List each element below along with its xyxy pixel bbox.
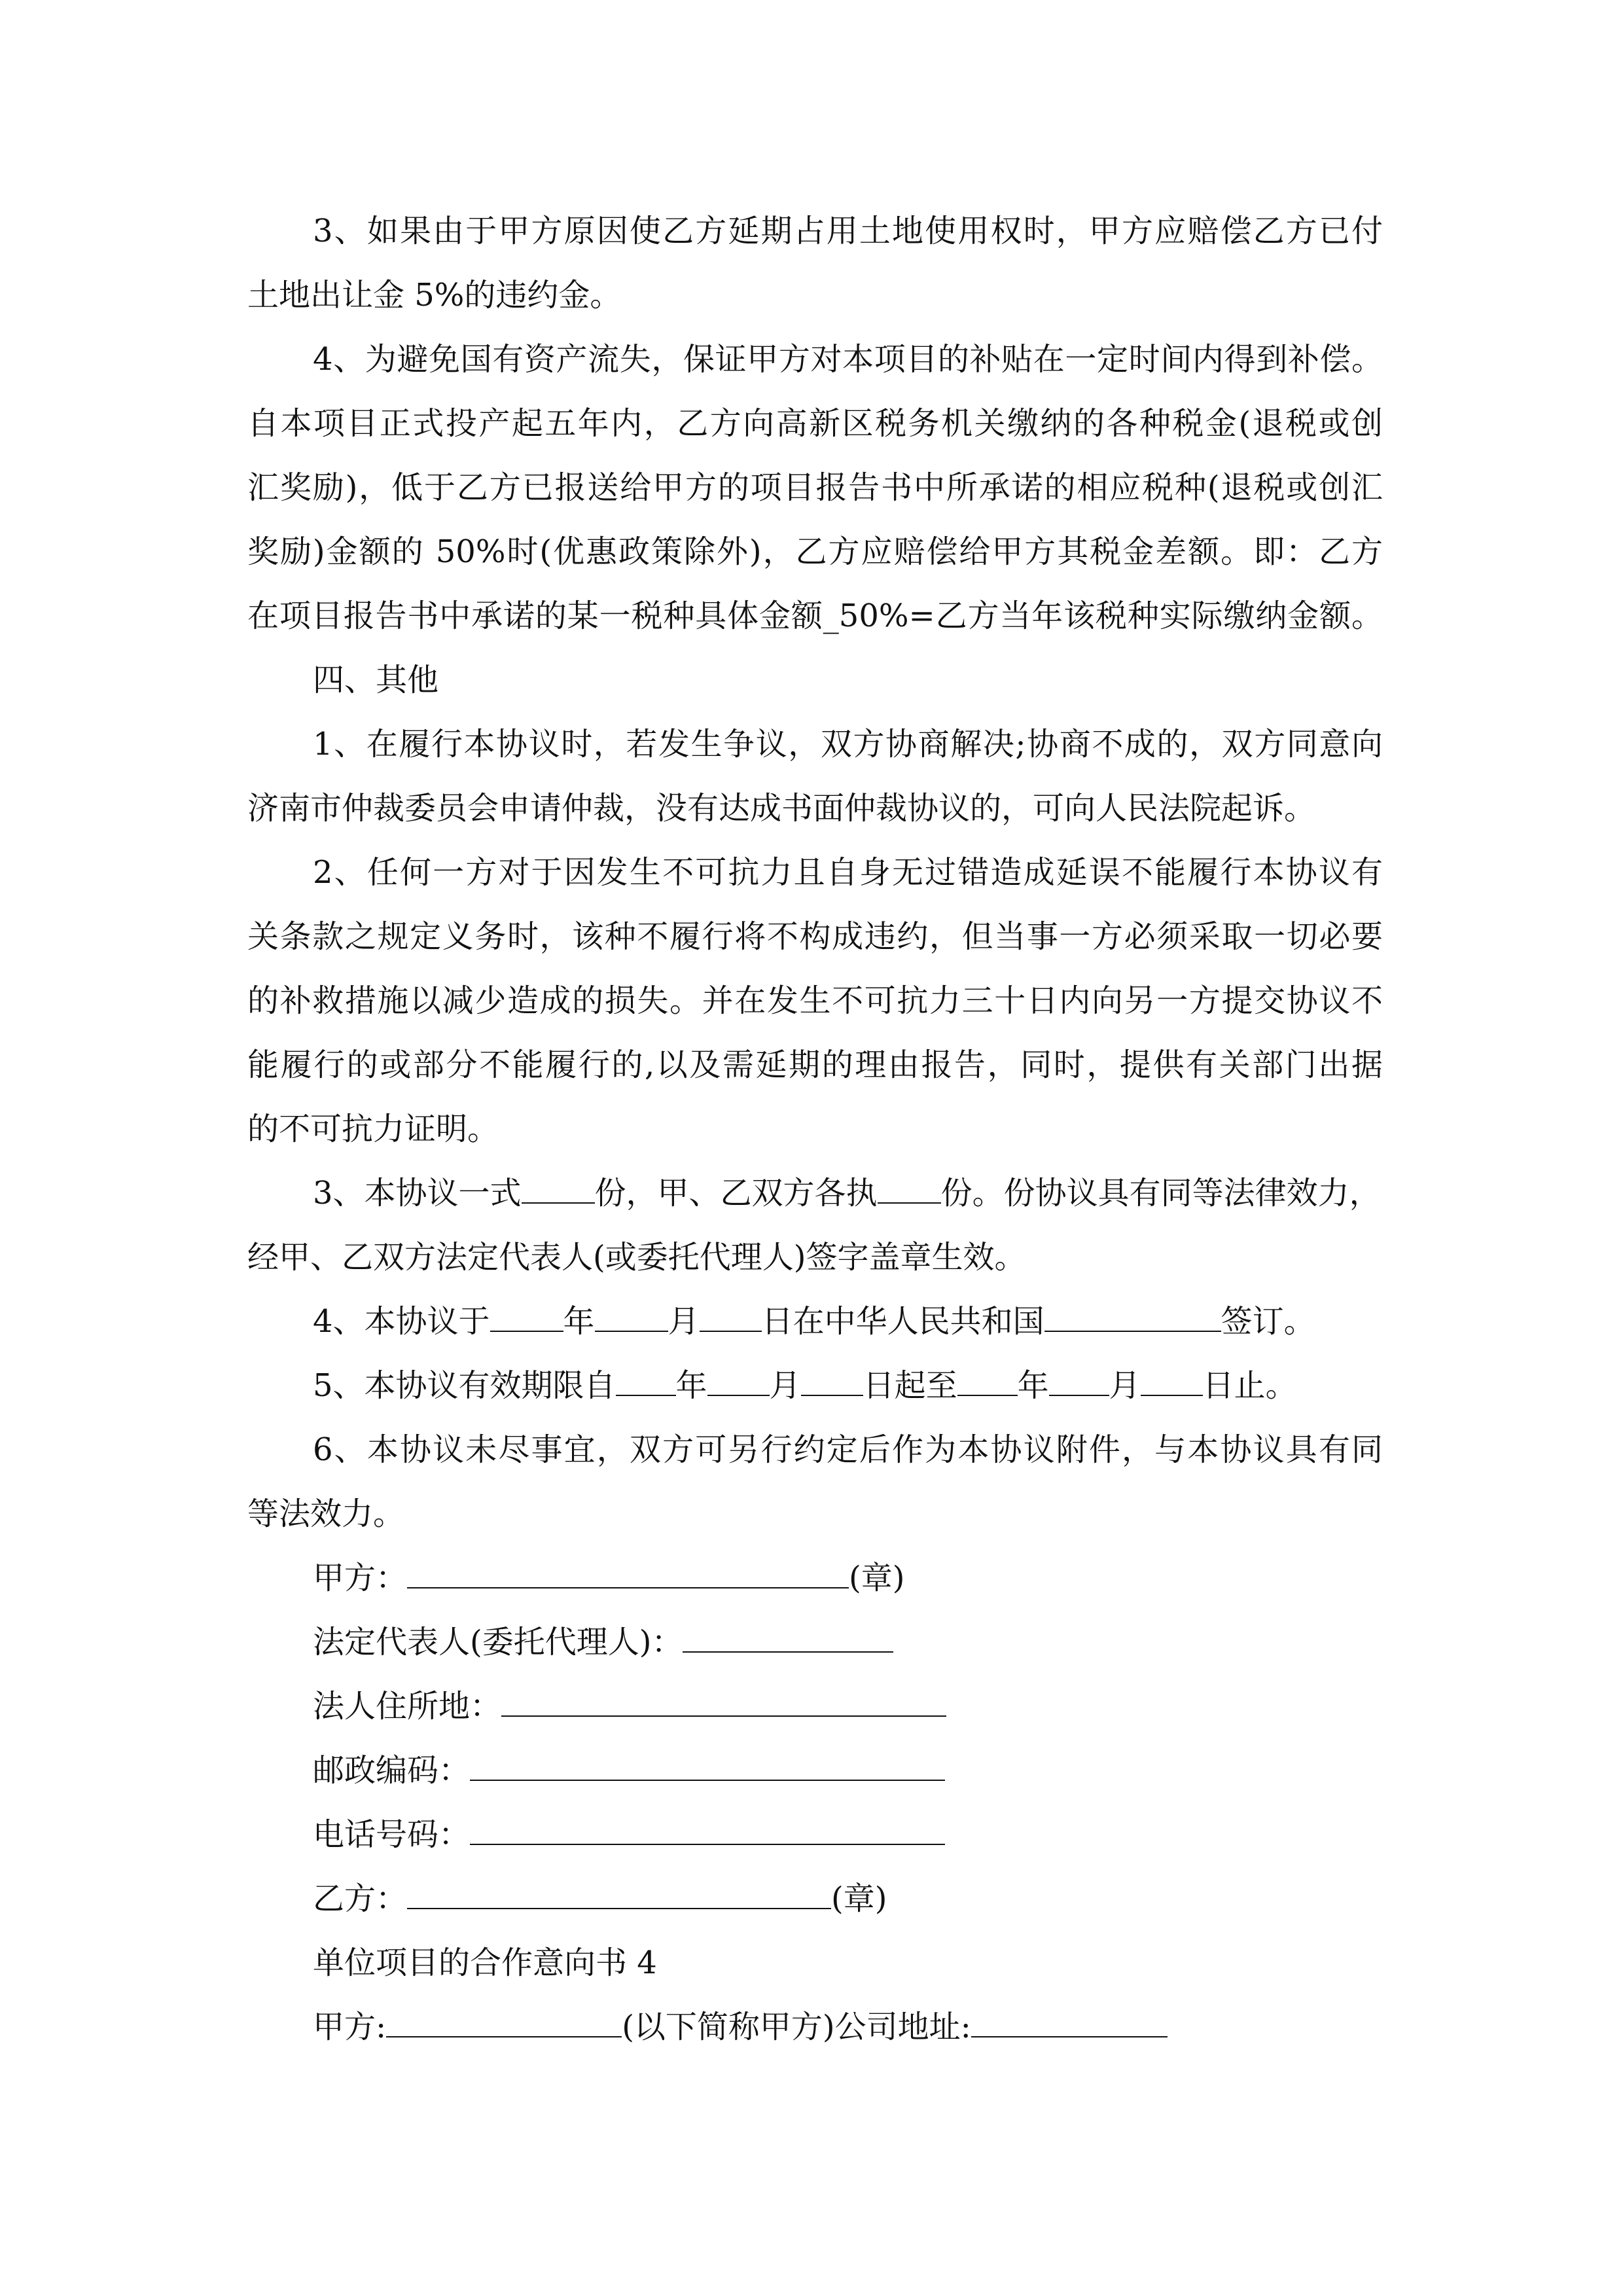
text-segment: 电话号码： <box>313 1816 471 1853</box>
text-segment: (章) <box>849 1560 905 1596</box>
fill-in-blank[interactable] <box>683 1625 893 1653</box>
fill-in-blank[interactable] <box>501 1689 946 1717</box>
text-segment: 四、其他 <box>313 662 439 698</box>
text-line <box>247 1995 1383 2059</box>
text-line <box>247 391 1383 456</box>
text-segment: 单位项目的合作意向书 4 <box>313 1945 657 1981</box>
text-segment: 经甲、乙双方法定代表人(或委托代理人)签字盖章生效。 <box>247 1239 1026 1276</box>
text-segment: 份，甲、乙双方各执 <box>594 1175 878 1211</box>
text-segment: 土地出让金 5%的违约金。 <box>247 277 622 314</box>
text-segment: 2、任何一方对于因发生不可抗力且自身无过错造成延误不能履行本协议有 <box>313 854 1383 891</box>
text-segment: 5、本协议有效期限自 <box>313 1367 616 1404</box>
text-segment: 份。份协议具有同等法律效力， <box>940 1175 1381 1211</box>
text-segment: 自本项目正式投产起五年内，乙方向高新区税务机关缴纳的各种税金(退税或创 <box>247 405 1383 442</box>
text-line <box>247 1097 1383 1161</box>
text-segment: (章) <box>831 1880 887 1917</box>
text-line <box>247 648 1383 712</box>
text-line <box>247 1803 1383 1867</box>
text-segment: 法人住所地： <box>313 1688 502 1725</box>
text-segment: 汇奖励)，低于乙方已报送给甲方的项目报告书中所承诺的相应税种(退税或创汇 <box>247 469 1383 506</box>
text-segment: 年 <box>563 1303 595 1340</box>
text-segment: 济南市仲裁委员会申请仲裁，没有达成书面仲裁协议的，可向人民法院起诉。 <box>247 790 1316 827</box>
text-segment: 月 <box>1109 1367 1141 1404</box>
text-segment: 甲方： <box>313 1560 408 1596</box>
fill-in-blank[interactable] <box>1044 1304 1221 1332</box>
text-line <box>247 327 1383 391</box>
text-segment: 关条款之规定义务时，该种不履行将不构成违约，但当事一方必须采取一切必要 <box>247 918 1383 955</box>
text-segment: 的补救措施以减少造成的损失。并在发生不可抗力三十日内向另一方提交协议不 <box>247 982 1383 1019</box>
text-line <box>247 1867 1383 1931</box>
text-line <box>247 905 1383 969</box>
text-segment: 法定代表人(委托代理人)： <box>313 1624 683 1660</box>
text-segment: 甲方: <box>313 2009 387 2045</box>
text-segment: 4、本协议于 <box>313 1303 490 1340</box>
text-line <box>247 1289 1383 1354</box>
fill-in-blank[interactable] <box>407 1882 831 1909</box>
text-segment: (以下简称甲方)公司地址: <box>622 2009 971 2045</box>
text-segment: 年 <box>1017 1367 1049 1404</box>
fill-in-blank[interactable] <box>386 2010 622 2037</box>
text-segment: 能履行的或部分不能履行的,以及需延期的理由报告，同时，提供有关部门出据 <box>247 1047 1383 1083</box>
text-segment: 3、如果由于甲方原因使乙方延期占用土地使用权时，甲方应赔偿乙方已付 <box>313 213 1383 249</box>
fill-in-blank[interactable] <box>957 1369 1018 1396</box>
fill-in-blank[interactable] <box>1049 1369 1109 1396</box>
text-line <box>247 840 1383 905</box>
text-line <box>247 1161 1383 1225</box>
text-line <box>247 1418 1383 1482</box>
text-line <box>247 199 1383 263</box>
text-segment: 乙方： <box>313 1880 408 1917</box>
text-line <box>247 1225 1383 1289</box>
text-segment: 月 <box>668 1303 700 1340</box>
fill-in-blank[interactable] <box>801 1369 863 1396</box>
text-segment: 在项目报告书中承诺的某一税种具体金额_50%=乙方当年该税种实际缴纳金额。 <box>247 598 1383 634</box>
text-segment: 等法效力。 <box>247 1496 405 1532</box>
text-segment: 月 <box>769 1367 801 1404</box>
text-line <box>247 1931 1383 1995</box>
text-line <box>247 584 1383 648</box>
text-segment: 年 <box>675 1367 707 1404</box>
fill-in-blank[interactable] <box>522 1176 595 1204</box>
fill-in-blank[interactable] <box>971 2010 1168 2037</box>
text-line <box>247 520 1383 584</box>
text-line <box>247 263 1383 327</box>
text-line <box>247 776 1383 840</box>
text-segment: 4、为避免国有资产流失，保证甲方对本项目的补贴在一定时间内得到补偿。 <box>313 341 1383 378</box>
text-line <box>247 1738 1383 1803</box>
text-line <box>247 1482 1383 1546</box>
text-segment: 3、本协议一式 <box>313 1175 522 1211</box>
text-segment: 的不可抗力证明。 <box>247 1111 499 1147</box>
fill-in-blank[interactable] <box>616 1369 676 1396</box>
text-line <box>247 1546 1383 1610</box>
text-line <box>247 712 1383 776</box>
fill-in-blank[interactable] <box>700 1304 762 1332</box>
text-line <box>247 1033 1383 1097</box>
fill-in-blank[interactable] <box>490 1304 563 1332</box>
text-segment: 1、在履行本协议时，若发生争议，双方协商解决;协商不成的，双方同意向 <box>313 726 1383 762</box>
fill-in-blank[interactable] <box>707 1369 770 1396</box>
text-line <box>247 1354 1383 1418</box>
document-page <box>247 199 1383 2059</box>
text-line <box>247 969 1383 1033</box>
fill-in-blank[interactable] <box>1141 1369 1203 1396</box>
text-segment: 签订。 <box>1221 1303 1315 1340</box>
text-line <box>247 456 1383 520</box>
text-segment: 奖励)金额的 50%时(优惠政策除外)，乙方应赔偿给甲方其税金差额。即：乙方 <box>247 533 1383 570</box>
text-segment: 6、本协议未尽事宜，双方可另行约定后作为本协议附件，与本协议具有同 <box>313 1431 1383 1468</box>
fill-in-blank[interactable] <box>470 1818 945 1845</box>
fill-in-blank[interactable] <box>470 1753 945 1781</box>
text-segment: 邮政编码： <box>313 1752 471 1789</box>
fill-in-blank[interactable] <box>407 1561 849 1588</box>
text-line <box>247 1610 1383 1674</box>
text-segment: 日在中华人民共和国 <box>761 1303 1044 1340</box>
text-segment: 日止。 <box>1202 1367 1297 1404</box>
text-segment: 日起至 <box>863 1367 957 1404</box>
text-line <box>247 1674 1383 1738</box>
fill-in-blank[interactable] <box>595 1304 668 1332</box>
fill-in-blank[interactable] <box>878 1176 941 1204</box>
